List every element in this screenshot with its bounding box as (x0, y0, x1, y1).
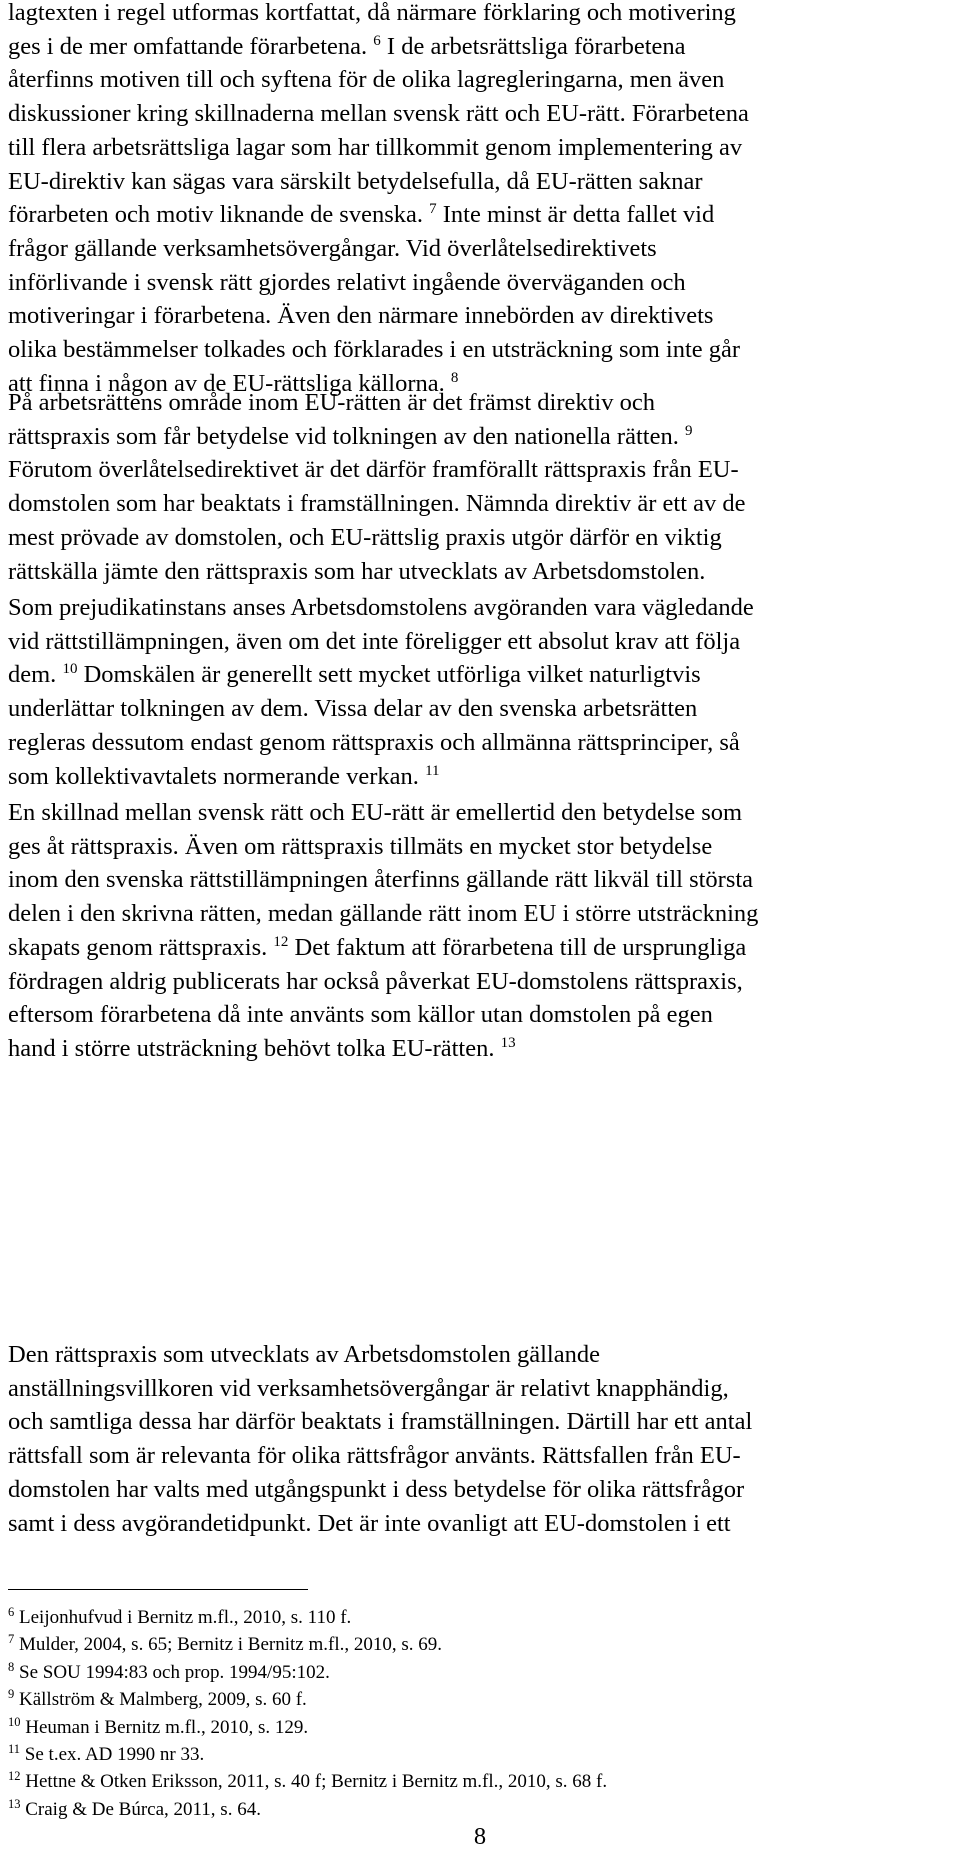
footnotes (8, 1604, 952, 1823)
text-line: rättskälla jämte den rättspraxis som har utvecklats av Arbetsdomstolen. (8, 557, 706, 585)
text-line: motiveringar i förarbetena. Även den närmare innebörden av direktivets (8, 302, 714, 330)
footnote-number: 6 (8, 1605, 15, 1619)
text-line: delen i den skrivna rätten, medan gällande rätt inom EU i större utsträckning (8, 900, 759, 928)
footnote-text: Källström & Malmberg, 2009, s. 60 f. (14, 1689, 307, 1711)
text-line: diskussioner kring skillnaderna mellan svensk rätt och EU-rätt. Förarbetena (8, 100, 749, 128)
footnote-text: Craig & De Búrca, 2011, s. 64. (20, 1798, 261, 1820)
text-line: fördragen aldrig publicerats har också påverkat EU-domstolens rättspraxis, (8, 967, 743, 995)
text-line: återfinns motiven till och syftena för de olika lagregleringarna, men även (8, 66, 725, 94)
text-line: rättspraxis som får betydelse vid tolkningen av den nationella rätten. $^9$ (8, 422, 693, 450)
text-line: domstolen har valts med utgångspunkt i dess betydelse för olika rättsfrågor (8, 1475, 745, 1503)
text-line: vid rättstillämpningen, även om det inte föreligger ett absolut krav att följa (8, 627, 741, 655)
page-number: 8 (473, 1823, 487, 1850)
footnote (8, 1686, 952, 1713)
text-line: samt i dess avgörandetidpunkt. Det är inte ovanligt att EU-domstolen i ett (8, 1509, 731, 1537)
paragraph-3 (8, 591, 952, 793)
footnote (8, 1796, 952, 1823)
text-line: ges åt rättspraxis. Även om rättspraxis tillmäts en mycket stor betydelse (8, 832, 713, 860)
text-line: rättsfall som är relevanta för olika rättsfrågor använts. Rättsfallen från EU- (8, 1442, 741, 1470)
text-line: hand i större utsträckning behövt tolka EU-rätten. $^{13}$ (8, 1034, 516, 1062)
text-line: lagtexten i regel utformas kortfattat, då närmare förklaring och motivering (8, 0, 736, 26)
text-line: som kollektivavtalets normerande verkan. $^{11}$ (8, 762, 440, 790)
paragraph-5 (8, 1338, 952, 1540)
footnote-text: Se SOU 1994:83 och prop. 1994/95:102. (14, 1661, 330, 1683)
footnote (8, 1768, 952, 1795)
footnote-text: Mulder, 2004, s. 65; Bernitz i Bernitz m.fl., 2010, s. 69. (14, 1634, 443, 1656)
text-line: och samtliga dessa har därför beaktats i framställningen. Därtill har ett antal (8, 1408, 753, 1436)
text-line: ges i de mer omfattande förarbetena. $^6$ I de arbetsrättsliga förarbetena (8, 32, 686, 60)
footnote-number: 7 (8, 1632, 15, 1647)
footnote-text: Hettne & Otken Eriksson, 2011, s. 40 f; Bernitz i Bernitz m.fl., 2010, s. 68 f. (20, 1771, 608, 1793)
footnote-reference[interactable]: 7 (429, 201, 437, 218)
footnote (8, 1714, 952, 1741)
footnote-number: 13 (8, 1796, 21, 1811)
text-line: domstolen som har beaktats i framställningen. Nämnda direktiv är ett av de (8, 490, 746, 518)
text-line: Förutom överlåtelsedirektivet är det därför framförallt rättspraxis från EU- (8, 456, 739, 484)
footnote (8, 1604, 952, 1631)
text-line: dem. $^{10}$ Domskälen är generellt sett mycket utförliga vilket naturligtvis (8, 661, 701, 689)
footnote-text: Heuman i Bernitz m.fl., 2010, s. 129. (20, 1716, 309, 1738)
text-line: införlivande i svensk rätt gjordes relativt ingående överväganden och (8, 268, 686, 296)
footnote-separator (8, 1589, 308, 1590)
footnote (8, 1741, 952, 1768)
text-line: till flera arbetsrättsliga lagar som har tillkommit genom implementering av (8, 133, 743, 161)
footnote-reference[interactable]: 6 (373, 32, 381, 49)
footnote-reference[interactable]: 8 (450, 369, 459, 386)
footnote-reference[interactable]: 12 (273, 933, 289, 950)
text-line: inom den svenska rättstillämpningen återfinns gällande rätt likväl till största (8, 866, 754, 894)
footnote-text: Leijonhufvud i Bernitz m.fl., 2010, s. 110 f. (14, 1607, 352, 1628)
text-line: regleras dessutom endast genom rättspraxis och allmänna rättsprinciper, så (8, 728, 740, 756)
footnote-number: 11 (8, 1742, 21, 1757)
footnote-reference[interactable]: 9 (684, 422, 693, 439)
footnote-reference[interactable]: 13 (500, 1034, 516, 1051)
paragraph-4 (8, 796, 952, 1066)
text-line: skapats genom rättspraxis. $^{12}$ Det faktum att förarbetena till de ursprungliga (8, 933, 747, 961)
text-line: olika bestämmelser tolkades och förklarades i en utsträckning som inte går (8, 336, 741, 364)
text-line: EU-direktiv kan sägas vara särskilt betydelsefulla, då EU-rätten saknar (8, 167, 703, 195)
footnote-text: Se t.ex. AD 1990 nr 33. (20, 1744, 205, 1766)
text-line: förarbeten och motiv liknande de svenska. $^7$ Inte minst är detta fallet vid (8, 201, 715, 229)
footnote-number: 10 (8, 1714, 21, 1729)
text-line: frågor gällande verksamhetsövergångar. Vid överlåtelsedirektivets (8, 234, 657, 262)
footnote-number: 9 (8, 1687, 15, 1702)
footnote-number: 12 (8, 1769, 21, 1784)
text-line: mest prövade av domstolen, och EU-rättslig praxis utgör därför en viktig (8, 523, 722, 551)
text-line: Den rättspraxis som utvecklats av Arbetsdomstolen gällande (8, 1341, 600, 1368)
text-line: att finna i någon av de EU-rättsliga källorna. $^8$ (8, 369, 459, 397)
text-line: En skillnad mellan svensk rätt och EU-rätt är emellertid den betydelse som (8, 799, 743, 826)
text-line: eftersom förarbetena då inte använts som källor utan domstolen på egen (8, 1001, 713, 1029)
text-line: Som prejudikatinstans anses Arbetsdomstolens avgöranden vara vägledande (8, 594, 754, 621)
paragraph-1 (8, 0, 952, 400)
footnote (8, 1659, 952, 1686)
footnote-reference[interactable]: 10 (62, 661, 78, 678)
footnote (8, 1631, 952, 1658)
text-line: underlättar tolkningen av dem. Vissa delar av den svenska arbetsrätten (8, 695, 698, 723)
text-line: anställningsvillkoren vid verksamhetsövergångar är relativt knapphändig, (8, 1374, 729, 1402)
text-line: På arbetsrättens område inom EU-rätten är det främst direktiv och (8, 389, 655, 416)
footnote-number: 8 (8, 1659, 15, 1674)
paragraph-2 (8, 386, 952, 588)
footnote-reference[interactable]: 11 (425, 762, 440, 779)
